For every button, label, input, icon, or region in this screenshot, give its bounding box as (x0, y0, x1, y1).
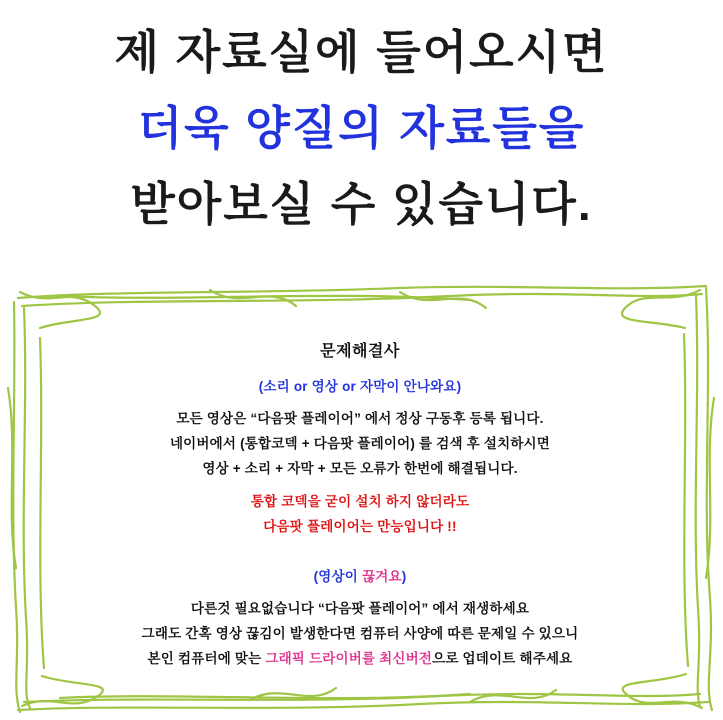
section2-line-1: 다른것 필요없습니다 “다음팟 플레이어” 에서 재생하세요 (190, 601, 530, 616)
note-title: 문제해결사 (320, 343, 400, 360)
section2-last-pink: 그래픽 드라이버를 최신버전 (265, 651, 433, 666)
section2-heading-suffix: ) (401, 569, 407, 584)
section1-heading: (소리 or 영상 or 자막이 안나와요) (258, 379, 462, 394)
section2-last-prefix: 본인 컴퓨터에 맞는 (147, 651, 266, 666)
section2-line-2: 그래도 간혹 영상 끊김이 발생한다면 컴퓨터 사양에 따른 문제일 수 있으니 (141, 626, 579, 641)
section2-heading-prefix: (영상이 (313, 569, 362, 584)
headline-block (0, 14, 723, 242)
headline-line-3: 받아보실 수 있습니다. (130, 178, 593, 230)
headline-line-1: 제 자료실에 들어오시면 (114, 26, 609, 78)
section2-last-suffix: 으로 업데이트 해주세요 (432, 651, 573, 666)
spacer-2 (60, 539, 660, 565)
headline-line-2: 더욱 양질의 자료들을 (137, 102, 586, 154)
section2-heading-pink: 끊겨요 (361, 569, 402, 584)
spacer-1 (60, 481, 660, 489)
section2-heading (60, 565, 660, 585)
section1-line-3: 영상 + 소리 + 자막 + 모든 오류가 한번에 해결됩니다. (202, 461, 518, 476)
section1-red-line-1: 통합 코덱을 굳이 설치 하지 않더라도 (250, 494, 470, 509)
section1-line-2: 네이버에서 (통합코덱 + 다음팟 플레이어) 를 검색 후 설치하시면 (169, 436, 551, 451)
sketched-frame-area (0, 268, 723, 720)
section2-last-line (60, 646, 660, 671)
note-content (60, 338, 660, 671)
section1-line-1: 모든 영상은 “다음팟 플레이어” 에서 정상 구동후 등록 됩니다. (176, 411, 544, 426)
section1-red-line-2: 다음팟 플레이어는 만능입니다 !! (263, 519, 457, 534)
